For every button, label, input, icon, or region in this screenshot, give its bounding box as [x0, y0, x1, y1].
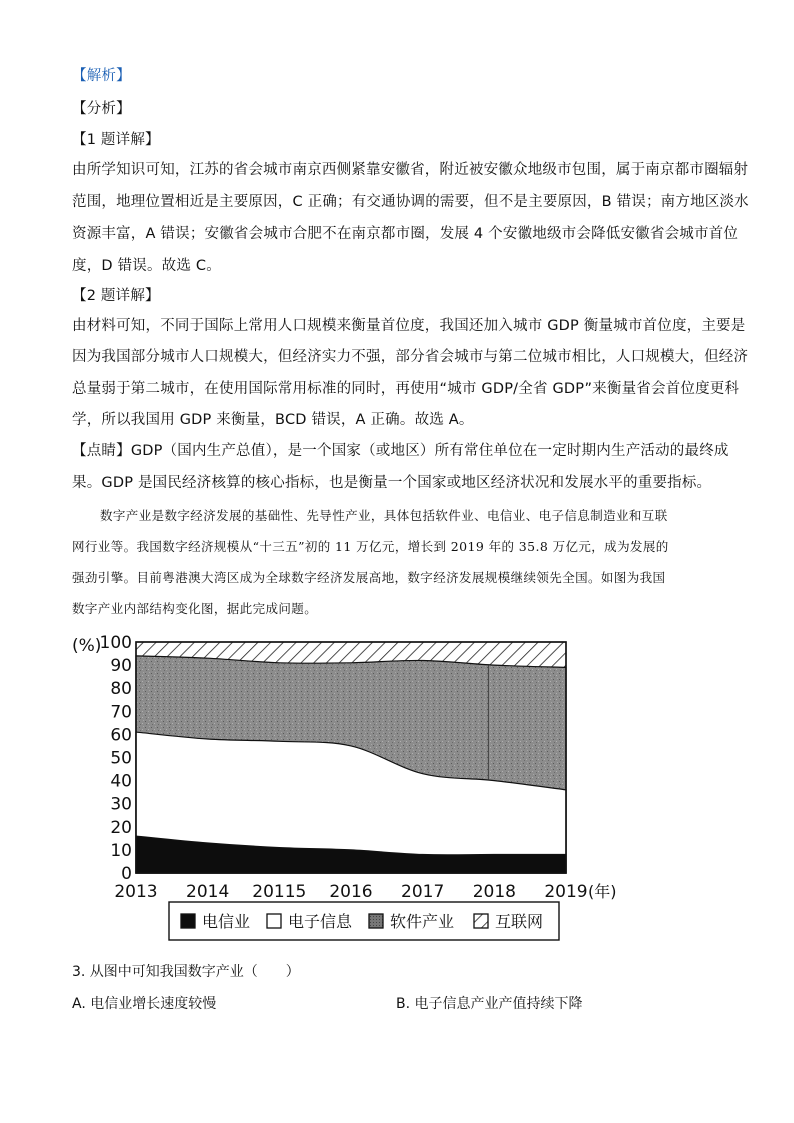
heading-jiexi: 【解析】 — [72, 68, 131, 84]
x-tick-label: 2014 — [186, 882, 230, 902]
y-tick-label: 100 — [99, 633, 132, 653]
y-tick-label: 0 — [121, 864, 132, 884]
legend-swatch-telecom — [181, 914, 195, 928]
y-tick-label: 50 — [110, 748, 132, 769]
y-tick-label: 70 — [110, 702, 132, 723]
x-tick-label: 2019 — [544, 882, 588, 902]
y-tick-label: 10 — [110, 840, 132, 861]
x-tick-label: 2018 — [472, 882, 516, 902]
dianjing-label: 【点睛】 — [72, 443, 131, 459]
legend-label-software: 软件产业 — [390, 912, 455, 931]
y-tick-label: 20 — [110, 817, 132, 838]
x-axis-label: (年) — [588, 882, 617, 901]
material-line: 数字产业内部结构变化图，据此完成问题。 — [72, 601, 318, 616]
dianjing-text: GDP（国内生产总值），是一个国家（或地区）所有常住单位在一定时期内生产活动的最终成 — [130, 443, 729, 459]
heading-q2: 【2 题详解】 — [72, 288, 160, 304]
x-tick-label: 2017 — [401, 882, 445, 902]
chart-svg — [66, 630, 666, 950]
industry-structure-chart — [66, 630, 666, 950]
y-tick-label: 80 — [110, 679, 132, 700]
legend-label-electronics: 电子信息 — [288, 912, 353, 931]
y-tick-label: 60 — [110, 725, 132, 746]
q2-line: 因为我国部分城市人口规模大，但经济实力不强，部分省会城市与第二位城市相比，人口规模大，但经济 — [72, 349, 749, 365]
material-paragraph — [72, 500, 722, 624]
material-line: 网行业等。我国数字经济规模从“十三五”初的 11 万亿元，增长到 2019 年的 35.8 万亿元，成为发展的 — [72, 539, 669, 554]
legend-swatch-electronics — [267, 914, 281, 928]
q2-line: 学，所以我国用 GDP 来衡量，BCD 错误，A 正确。故选 A。 — [72, 412, 474, 428]
x-tick-label: 20115 — [252, 882, 307, 902]
legend-label-telecom: 电信业 — [202, 912, 251, 931]
question-stem: 3. 从图中可知我国数字产业（ ） — [72, 964, 300, 980]
option-a[interactable]: A. 电信业增长速度较慢 — [72, 996, 217, 1012]
heading-q1: 【1 题详解】 — [72, 132, 160, 148]
q2-line: 由材料可知，不同于国际上常用人口规模来衡量首位度，我国还加入城市 GDP 衡量城市首位度，主要是 — [72, 318, 746, 334]
q1-line: 范围，地理位置相近是主要原因，C 正确；有交通协调的需要，但不是主要原因，B 错误；南方地区淡水 — [72, 194, 749, 210]
x-tick-label: 2013 — [114, 882, 158, 902]
x-tick-label: 2016 — [329, 882, 373, 902]
y-axis-label: (%) — [72, 636, 102, 656]
option-b[interactable]: B. 电子信息产业产值持续下降 — [396, 996, 583, 1012]
dianjing-line — [72, 441, 729, 461]
plot-area — [136, 642, 566, 873]
legend-swatch-software — [369, 914, 383, 928]
legend-label-internet: 互联网 — [495, 912, 544, 931]
y-tick-label: 40 — [110, 771, 132, 792]
dianjing-line: 果。GDP 是国民经济核算的核心指标，也是衡量一个国家或地区经济状况和发展水平的重要指标。 — [72, 475, 712, 491]
chart-legend — [169, 902, 559, 940]
legend-swatch-internet — [474, 914, 488, 928]
q2-line: 总量弱于第二城市，在使用国际常用标准的同时，再使用“城市 GDP/全省 GDP”来衡量省会首位度更科 — [72, 381, 740, 397]
q1-line: 由所学知识可知，江苏的省会城市南京西侧紧靠安徽省，附近被安徽众地级市包围，属于南京都市圈辐射 — [72, 162, 749, 178]
material-line: 强劲引擎。目前粤港澳大湾区成为全球数字经济发展高地，数字经济发展规模继续领先全国。如图为我国 — [72, 570, 666, 585]
q1-line: 资源丰富，A 错误；安徽省会城市合肥不在南京都市圈，发展 4 个安徽地级市会降低安徽省会城市首位 — [72, 226, 739, 242]
y-tick-label: 90 — [110, 656, 132, 677]
y-tick-label: 30 — [110, 794, 132, 815]
material-line: 数字产业是数字经济发展的基础性、先导性产业，具体包括软件业、电信业、电子信息制造业和互联 — [100, 508, 668, 523]
heading-fenxi: 【分析】 — [72, 101, 131, 117]
q1-line: 度，D 错误。故选 C。 — [72, 258, 221, 274]
